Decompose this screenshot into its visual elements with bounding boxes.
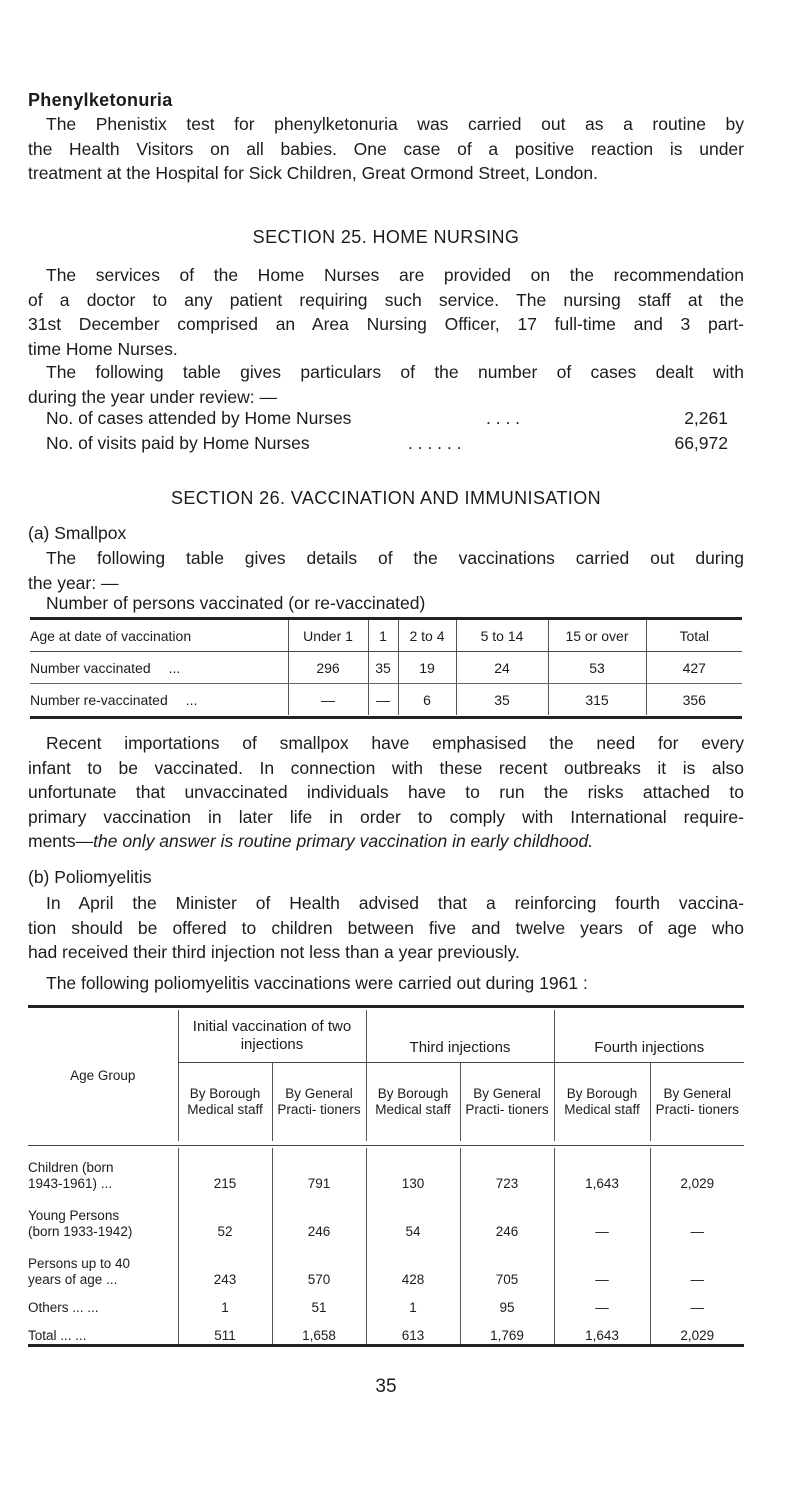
polio-group-header-row: [28, 1010, 744, 1063]
text-line: had received their third injection not less than a year previously.: [28, 942, 520, 962]
smallpox-table-header-row: [30, 620, 742, 652]
table-cell: 35: [368, 652, 398, 684]
text-line: the year: —: [28, 572, 119, 593]
text-line: The services of the Home Nurses are provided on the recommendation: [46, 265, 744, 285]
column-header: Age at date of vaccination: [30, 620, 288, 652]
table-rule: [28, 1145, 744, 1146]
text-line: The following table gives particulars of the number of cases dealt with: [46, 362, 744, 382]
row-label-line: Persons up to 40: [28, 1256, 131, 1271]
pku-title: Phenylketonuria: [28, 90, 173, 110]
table-cell: 1,769: [460, 1316, 554, 1344]
table-cell: 723: [460, 1148, 554, 1192]
page-number: 35: [375, 1376, 397, 1397]
table-cell: 35: [456, 684, 548, 716]
table-cell: 52: [178, 1192, 272, 1240]
smallpox-intro: [28, 546, 744, 595]
table-cell: 511: [178, 1316, 272, 1344]
table-bottom-rule: [28, 1344, 744, 1347]
table-cell: 1,658: [272, 1316, 366, 1344]
text-line: tion should be offered to children between five and twelve years of age who: [28, 917, 744, 938]
polio-table: [28, 1010, 744, 1141]
text-line: The following table gives details of the vaccinations carried out during: [46, 548, 744, 568]
table-cell: 2,029: [650, 1316, 744, 1344]
text-line: Recent importations of smallpox have emphasised the need for every: [46, 733, 744, 753]
row-label: [28, 1240, 178, 1288]
table-cell: 315: [548, 684, 646, 716]
column-header: Under 1: [288, 620, 368, 652]
table-cell: 1: [366, 1288, 460, 1316]
row-label: [28, 1316, 178, 1344]
table-cell: 570: [272, 1240, 366, 1288]
table-cell: 6: [398, 684, 456, 716]
table-row: [28, 1240, 744, 1288]
table-row: [28, 1148, 744, 1192]
stat-cases-dots: . . . .: [486, 408, 521, 428]
smallpox-table: [30, 620, 742, 715]
row-label-dots: ...: [168, 659, 181, 676]
stat-cases-label: No. of cases attended by Home Nurses: [46, 408, 352, 428]
table-cell: 1: [178, 1288, 272, 1316]
sub-header: By General Practi- tioners: [460, 1063, 554, 1142]
row-label-dots: ...: [185, 691, 198, 708]
sub-header: By Borough Medical staff: [178, 1063, 272, 1142]
stat-cases-value: 2,261: [684, 408, 728, 428]
pku-line: the Health Visitors on all babies. One case of a positive reaction is under: [28, 138, 744, 159]
column-header: 2 to 4: [398, 620, 456, 652]
table-bottom-rule: [30, 716, 742, 719]
stat-visits-dots: . . . . . .: [408, 433, 462, 453]
row-label: [28, 1288, 178, 1316]
row-label-dots: ... ...: [72, 1300, 99, 1315]
table-cell: 215: [178, 1148, 272, 1192]
row-label-line: 1943-1961): [28, 1176, 98, 1191]
sub-header: By General Practi- tioners: [272, 1063, 366, 1142]
group-header: Fourth injections: [554, 1010, 744, 1063]
row-label: [30, 684, 288, 716]
sub-header: By General Practi- tioners: [650, 1063, 744, 1142]
text-line: In April the Minister of Health advised that a reinforcing fourth vaccina-: [46, 893, 744, 913]
text-line: time Home Nurses.: [28, 338, 178, 359]
table-row: [30, 684, 742, 716]
emphasis-text: the only answer is routine primary vaccination in early childhood.: [93, 831, 594, 851]
text-line: of a doctor to any patient requiring such service. The nursing staff at the: [28, 289, 744, 310]
table-cell: 428: [366, 1240, 460, 1288]
table-top-rule: [28, 1005, 744, 1008]
table-row: [28, 1288, 744, 1316]
table-cell: 613: [366, 1316, 460, 1344]
sub-header: By Borough Medical staff: [554, 1063, 650, 1142]
sub-header: By Borough Medical staff: [366, 1063, 460, 1142]
table-cell: —: [554, 1240, 650, 1288]
row-label-line: years of age: [28, 1272, 103, 1287]
smallpox-label: (a) Smallpox: [28, 523, 127, 543]
table-cell: —: [368, 684, 398, 716]
text-line: [28, 829, 744, 854]
table-cell: 243: [178, 1240, 272, 1288]
pku-paragraph: [28, 112, 744, 186]
table-cell: 296: [288, 652, 368, 684]
stat-visits-label: No. of visits paid by Home Nurses: [46, 433, 310, 453]
section-25-heading: SECTION 25. HOME NURSING: [252, 227, 520, 247]
table-row: [28, 1192, 744, 1240]
table-cell: 427: [646, 652, 742, 684]
table-row: [30, 652, 742, 684]
table-cell: —: [554, 1192, 650, 1240]
table-cell: 1,643: [554, 1316, 650, 1344]
group-header: Third injections: [366, 1010, 554, 1063]
row-label-dots: ... ...: [60, 1328, 87, 1343]
stat-visits-value: 66,972: [674, 433, 728, 453]
text-plain: ments—: [28, 831, 94, 851]
table-cell: 51: [272, 1288, 366, 1316]
table-cell: 791: [272, 1148, 366, 1192]
smallpox-paragraph: [28, 731, 744, 854]
column-header: 5 to 14: [456, 620, 548, 652]
polio-table-intro: The following poliomyelitis vaccinations were carried out during 1961 :: [46, 973, 588, 993]
table-cell: 356: [646, 684, 742, 716]
polio-label: (b) Poliomyelitis: [28, 867, 152, 887]
table-cell: —: [650, 1192, 744, 1240]
table-row: [28, 1316, 744, 1344]
row-label: [28, 1192, 178, 1240]
row-label-dots: ...: [106, 1272, 118, 1287]
table-cell: 2,029: [650, 1148, 744, 1192]
column-header: 15 or over: [548, 620, 646, 652]
row-label-line: Young Persons: [28, 1208, 120, 1223]
table-cell: 54: [366, 1192, 460, 1240]
table-cell: 246: [460, 1192, 554, 1240]
text-line: during the year under review: —: [28, 386, 278, 407]
row-label-text: Number vaccinated: [30, 659, 151, 676]
table-cell: 130: [366, 1148, 460, 1192]
row-label-line: Total: [28, 1328, 57, 1343]
row-label: [30, 652, 288, 684]
table-cell: 95: [460, 1288, 554, 1316]
polio-table-body: [28, 1148, 744, 1344]
pku-line: treatment at the Hospital for Sick Children, Great Ormond Street, London.: [28, 163, 598, 183]
age-group-header: Age Group: [70, 1067, 136, 1083]
text-line: primary vaccination in later life in order to comply with International require-: [28, 806, 744, 827]
column-header: Total: [646, 620, 742, 652]
table-cell: —: [554, 1288, 650, 1316]
group-header: Initial vaccination of two injections: [178, 1010, 366, 1063]
table-cell: 53: [548, 652, 646, 684]
polio-paragraph: [28, 891, 744, 965]
row-label-text: Number re-vaccinated: [30, 691, 168, 708]
row-label-line: Children (born: [28, 1160, 114, 1175]
section-25-paragraph-1: [28, 263, 744, 361]
table-cell: —: [288, 684, 368, 716]
row-label-line: Others: [28, 1300, 69, 1315]
row-label: [28, 1148, 178, 1192]
row-label-line: (born 1933-1942): [28, 1224, 133, 1239]
table-cell: 19: [398, 652, 456, 684]
table-cell: —: [650, 1240, 744, 1288]
table-cell: 246: [272, 1192, 366, 1240]
table-cell: 24: [456, 652, 548, 684]
table-cell: 1,643: [554, 1148, 650, 1192]
smallpox-table-caption: Number of persons vaccinated (or re-vaccinated): [46, 593, 426, 613]
column-header: 1: [368, 620, 398, 652]
row-label-dots: ...: [100, 1176, 113, 1191]
text-line: infant to be vaccinated. In connection with these recent outbreaks it is also: [28, 757, 744, 778]
table-cell: —: [650, 1288, 744, 1316]
pku-line: The Phenistix test for phenylketonuria was carried out as a routine by: [46, 114, 744, 134]
text-line: 31st December comprised an Area Nursing Officer, 17 full-time and 3 part-: [28, 314, 744, 334]
section-25-paragraph-2: [28, 360, 744, 409]
table-cell: 705: [460, 1240, 554, 1288]
section-26-heading: SECTION 26. VACCINATION AND IMMUNISATION: [170, 488, 602, 508]
text-line: unfortunate that unvaccinated individuals have to run the risks attached to: [28, 782, 744, 802]
